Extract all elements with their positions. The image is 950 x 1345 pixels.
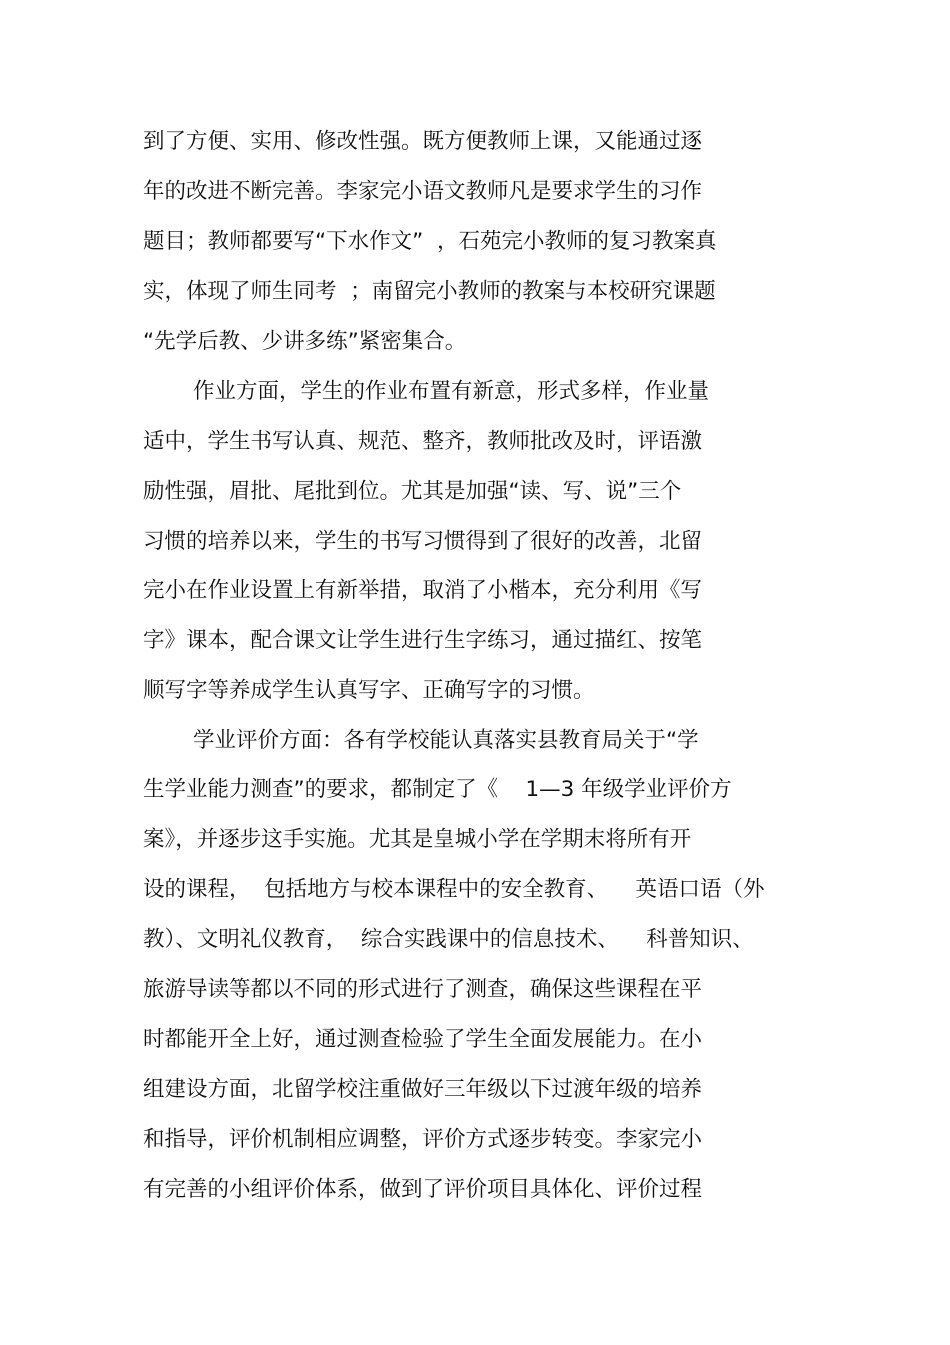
text-line: 组建设方面，北留学校注重做好三年级以下过渡年级的培养 (143, 1077, 703, 1102)
paragraph-first-line: 作业方面，学生的作业布置有新意，形式多样，作业量 (193, 379, 710, 404)
text-line: 旅游导读等都以不同的形式进行了测查，确保这些课程在平 (143, 977, 703, 1002)
text-line: 适中，学生书写认真、规范、整齐，教师批改及时，评语激 (143, 429, 703, 454)
text-line: 年的改进不断完善。李家完小语文教师凡是要求学生的习作 (143, 179, 703, 204)
text-line: 时都能开全上好，通过测查检验了学生全面发展能力。在小 (143, 1027, 703, 1052)
text-line: 习惯的培养以来，学生的书写习惯得到了很好的改善，北留 (143, 529, 703, 554)
text-line: “先学后教、少讲多练”紧密集合。 (143, 329, 467, 354)
text-line: 有完善的小组评价体系，做到了评价项目具体化、评价过程 (143, 1177, 703, 1202)
text-line: 完小在作业设置上有新举措，取消了小楷本，充分利用《写 (143, 578, 703, 603)
text-line: 到了方便、实用、修改性强。既方便教师上课，又能通过逐 (143, 129, 703, 154)
text-line: 顺写字等养成学生认真写字、正确写字的习惯。 (143, 678, 595, 703)
text-line: 案》，并逐步这手实施。尤其是皇城小学在学期末将所有开 (143, 827, 692, 852)
text-line: 字》课本，配合课文让学生进行生字练习，通过描红、按笔 (143, 628, 703, 653)
text-line: 教）、文明礼仪教育， 综合实践课中的信息技术、 科普知识、 (143, 927, 754, 952)
text-line: 生学业能力测查”的要求，都制定了《 1—3 年级学业评价方 (143, 777, 732, 802)
text-line: 设的课程， 包括地方与校本课程中的安全教育、 英语口语（外 (143, 877, 765, 902)
paragraph-first-line: 学业评价方面：各有学校能认真落实县教育局关于“学 (193, 728, 699, 753)
text-line: 励性强，眉批、尾批到位。尤其是加强“读、写、说”三个 (143, 479, 682, 504)
text-line: 和指导，评价机制相应调整，评价方式逐步转变。李家完小 (143, 1127, 703, 1152)
text-line: 题目；教师都要写“下水作文” ，石苑完小教师的复习教案真 (143, 229, 717, 254)
text-line: 实，体现了师生同考 ；南留完小教师的教案与本校研究课题 (143, 279, 716, 304)
